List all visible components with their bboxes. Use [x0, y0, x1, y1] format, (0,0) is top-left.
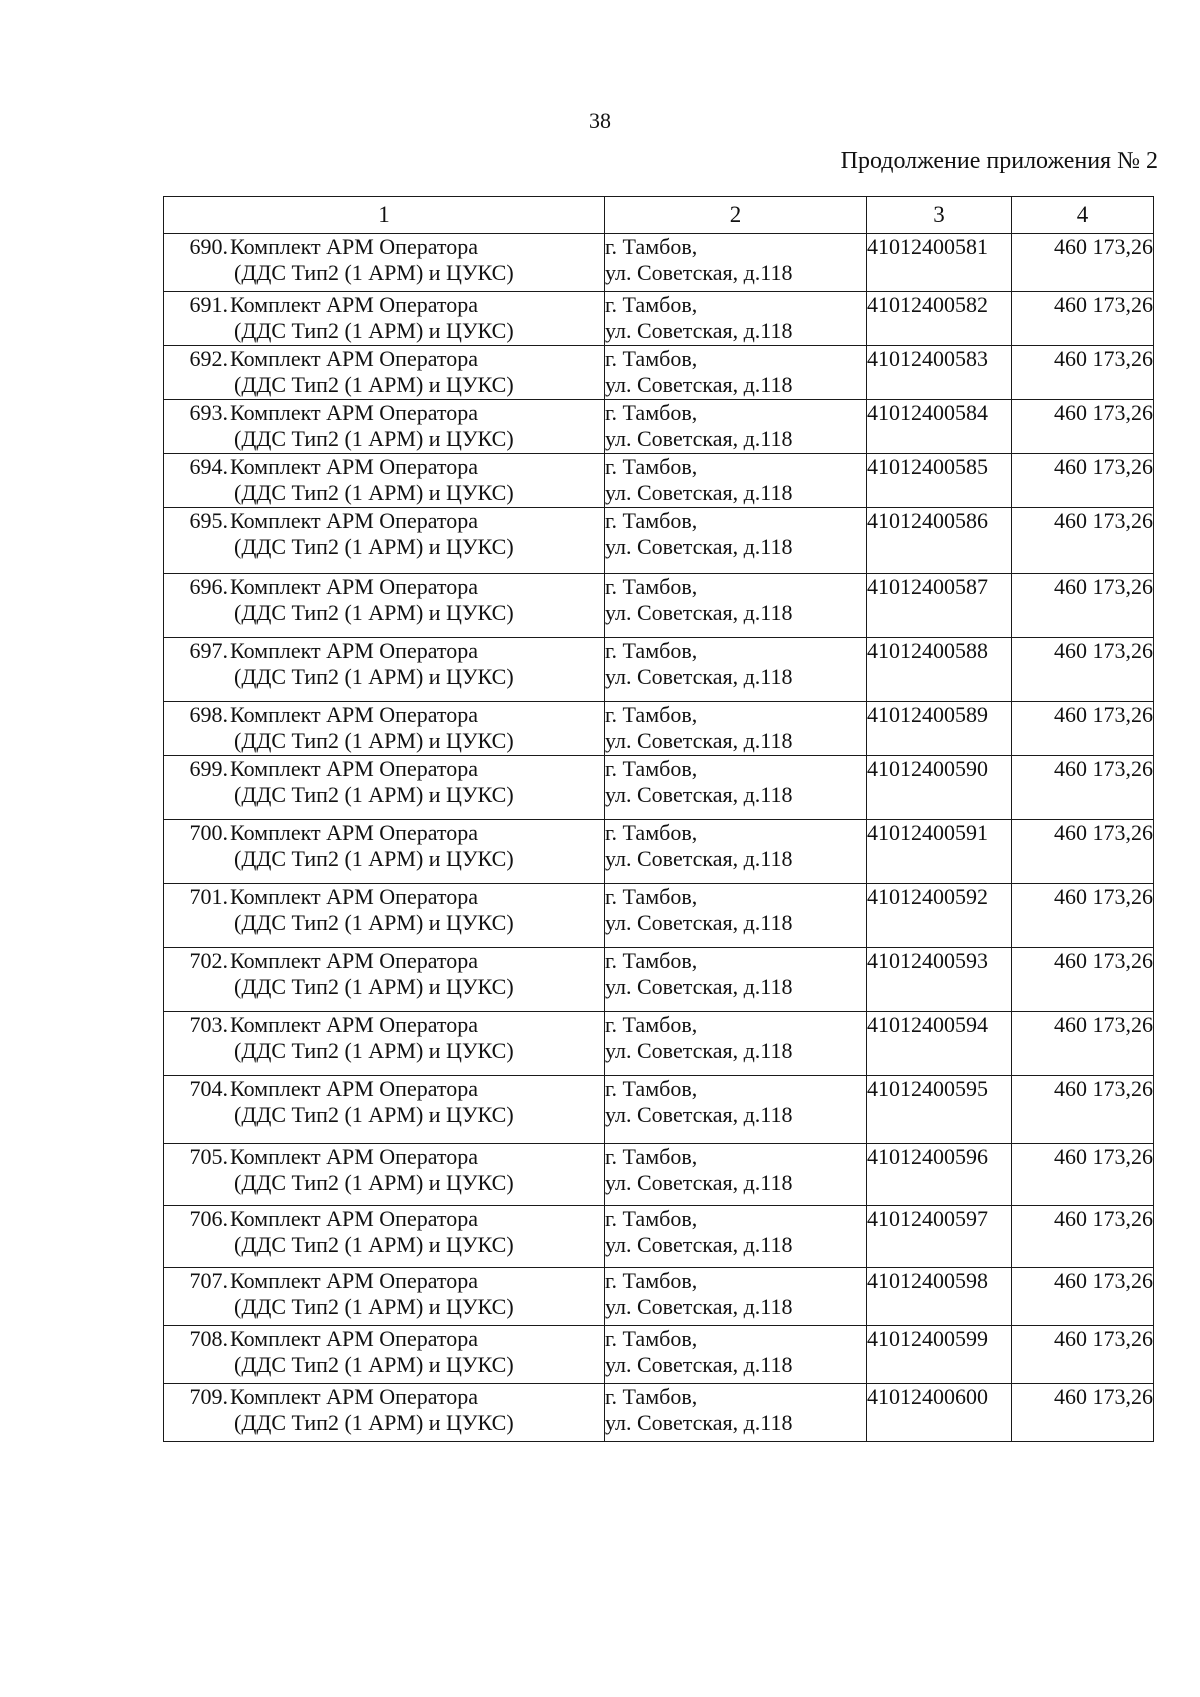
- item-name: Комплект АРМ Оператора: [230, 346, 479, 371]
- address-city: г. Тамбов,: [605, 346, 698, 371]
- item-name-cell: [164, 292, 605, 346]
- item-name-detail: (ДДС Тип2 (1 АРМ) и ЦУКС): [234, 664, 514, 689]
- cost-value: 460 173,26: [1012, 1012, 1154, 1076]
- table-row: [164, 400, 1154, 454]
- item-number: 692.: [189, 346, 228, 371]
- item-name-line: [164, 1206, 604, 1232]
- item-number: 707.: [189, 1268, 228, 1293]
- item-number: 696.: [189, 574, 228, 599]
- item-name-detail: (ДДС Тип2 (1 АРМ) и ЦУКС): [234, 1038, 514, 1063]
- address-cell: [605, 292, 867, 346]
- address-cell: [605, 820, 867, 884]
- item-name: Комплект АРМ Оператора: [230, 756, 479, 781]
- address-cell: [605, 454, 867, 508]
- item-number: 690.: [189, 234, 228, 259]
- item-name-detail: (ДДС Тип2 (1 АРМ) и ЦУКС): [234, 1294, 514, 1319]
- table-header-row: [164, 197, 1154, 234]
- item-name: Комплект АРМ Оператора: [230, 292, 479, 317]
- address-cell: [605, 1326, 867, 1384]
- item-name-cell: [164, 948, 605, 1012]
- item-name-detail: (ДДС Тип2 (1 АРМ) и ЦУКС): [234, 1102, 514, 1127]
- item-number: 699.: [189, 756, 228, 781]
- cost-value: 460 173,26: [1012, 756, 1154, 820]
- item-name-detail: (ДДС Тип2 (1 АРМ) и ЦУКС): [234, 910, 514, 935]
- item-name-line: [164, 884, 604, 910]
- item-name-line: [164, 400, 604, 426]
- inventory-number: 41012400586: [867, 508, 1012, 574]
- address-street: ул. Советская, д.118: [605, 846, 793, 871]
- item-number: 704.: [189, 1076, 228, 1101]
- inventory-number: 41012400582: [867, 292, 1012, 346]
- address-cell: [605, 346, 867, 400]
- address-cell: [605, 948, 867, 1012]
- column-header-3: 3: [867, 197, 1012, 234]
- address-street: ул. Советская, д.118: [605, 1294, 793, 1319]
- table-row: [164, 1384, 1154, 1442]
- address-city: г. Тамбов,: [605, 508, 698, 533]
- item-name-detail: (ДДС Тип2 (1 АРМ) и ЦУКС): [234, 1232, 514, 1257]
- item-name: Комплект АРМ Оператора: [230, 400, 479, 425]
- address-street: ул. Советская, д.118: [605, 974, 793, 999]
- item-name-cell: [164, 756, 605, 820]
- address-cell: [605, 234, 867, 292]
- address-city: г. Тамбов,: [605, 702, 698, 727]
- address-street: ул. Советская, д.118: [605, 318, 793, 343]
- item-name-line: [164, 346, 604, 372]
- item-name-cell: [164, 1384, 605, 1442]
- table-row: [164, 820, 1154, 884]
- item-name-line: [164, 292, 604, 318]
- item-name-cell: [164, 884, 605, 948]
- item-number: 694.: [189, 454, 228, 479]
- inventory-number: 41012400591: [867, 820, 1012, 884]
- address-city: г. Тамбов,: [605, 1268, 698, 1293]
- item-name: Комплект АРМ Оператора: [230, 820, 479, 845]
- cost-value: 460 173,26: [1012, 1076, 1154, 1144]
- table-row: [164, 454, 1154, 508]
- address-city: г. Тамбов,: [605, 400, 698, 425]
- item-number: 703.: [189, 1012, 228, 1037]
- address-street: ул. Советская, д.118: [605, 534, 793, 559]
- cost-value: 460 173,26: [1012, 1144, 1154, 1206]
- item-name: Комплект АРМ Оператора: [230, 884, 479, 909]
- item-name-detail: (ДДС Тип2 (1 АРМ) и ЦУКС): [234, 728, 514, 753]
- address-city: г. Тамбов,: [605, 574, 698, 599]
- item-name-detail: (ДДС Тип2 (1 АРМ) и ЦУКС): [234, 600, 514, 625]
- address-cell: [605, 756, 867, 820]
- table-row: [164, 1144, 1154, 1206]
- item-name-detail: (ДДС Тип2 (1 АРМ) и ЦУКС): [234, 372, 514, 397]
- inventory-number: 41012400588: [867, 638, 1012, 702]
- address-street: ул. Советская, д.118: [605, 1038, 793, 1063]
- address-cell: [605, 1076, 867, 1144]
- cost-value: 460 173,26: [1012, 948, 1154, 1012]
- address-street: ул. Советская, д.118: [605, 910, 793, 935]
- address-city: г. Тамбов,: [605, 638, 698, 663]
- item-name-detail: (ДДС Тип2 (1 АРМ) и ЦУКС): [234, 534, 514, 559]
- item-name-line: [164, 574, 604, 600]
- item-name: Комплект АРМ Оператора: [230, 1076, 479, 1101]
- address-city: г. Тамбов,: [605, 234, 698, 259]
- item-name: Комплект АРМ Оператора: [230, 574, 479, 599]
- item-name: Комплект АРМ Оператора: [230, 508, 479, 533]
- address-cell: [605, 508, 867, 574]
- cost-value: 460 173,26: [1012, 400, 1154, 454]
- column-header-4: 4: [1012, 197, 1154, 234]
- table-row: [164, 346, 1154, 400]
- address-cell: [605, 884, 867, 948]
- item-name-cell: [164, 234, 605, 292]
- item-name-cell: [164, 638, 605, 702]
- address-street: ул. Советская, д.118: [605, 664, 793, 689]
- cost-value: 460 173,26: [1012, 1326, 1154, 1384]
- address-street: ул. Советская, д.118: [605, 260, 793, 285]
- table-row: [164, 884, 1154, 948]
- address-cell: [605, 1268, 867, 1326]
- item-number: 693.: [189, 400, 228, 425]
- item-name-line: [164, 1384, 604, 1410]
- item-number: 691.: [189, 292, 228, 317]
- table-row: [164, 292, 1154, 346]
- address-city: г. Тамбов,: [605, 756, 698, 781]
- inventory-number: 41012400594: [867, 1012, 1012, 1076]
- inventory-number: 41012400587: [867, 574, 1012, 638]
- address-street: ул. Советская, д.118: [605, 1170, 793, 1195]
- item-name: Комплект АРМ Оператора: [230, 948, 479, 973]
- item-name: Комплект АРМ Оператора: [230, 454, 479, 479]
- item-name-line: [164, 1012, 604, 1038]
- table-row: [164, 234, 1154, 292]
- address-street: ул. Советская, д.118: [605, 480, 793, 505]
- cost-value: 460 173,26: [1012, 638, 1154, 702]
- item-name: Комплект АРМ Оператора: [230, 1206, 479, 1231]
- inventory-number: 41012400592: [867, 884, 1012, 948]
- item-name: Комплект АРМ Оператора: [230, 1326, 479, 1351]
- address-city: г. Тамбов,: [605, 820, 698, 845]
- cost-value: 460 173,26: [1012, 820, 1154, 884]
- address-city: г. Тамбов,: [605, 1206, 698, 1231]
- inventory-number: 41012400584: [867, 400, 1012, 454]
- item-name-detail: (ДДС Тип2 (1 АРМ) и ЦУКС): [234, 1170, 514, 1195]
- address-street: ул. Советская, д.118: [605, 782, 793, 807]
- cost-value: 460 173,26: [1012, 234, 1154, 292]
- table-body: [164, 234, 1154, 1442]
- item-name: Комплект АРМ Оператора: [230, 1012, 479, 1037]
- item-number: 705.: [189, 1144, 228, 1169]
- table-row: [164, 1326, 1154, 1384]
- table-row: [164, 1206, 1154, 1268]
- address-city: г. Тамбов,: [605, 1326, 698, 1351]
- item-number: 700.: [189, 820, 228, 845]
- address-street: ул. Советская, д.118: [605, 372, 793, 397]
- address-street: ул. Советская, д.118: [605, 1102, 793, 1127]
- item-name-line: [164, 1268, 604, 1294]
- item-number: 701.: [189, 884, 228, 909]
- address-cell: [605, 400, 867, 454]
- item-name: Комплект АРМ Оператора: [230, 1384, 479, 1409]
- cost-value: 460 173,26: [1012, 702, 1154, 756]
- item-name-detail: (ДДС Тип2 (1 АРМ) и ЦУКС): [234, 974, 514, 999]
- inventory-number: 41012400600: [867, 1384, 1012, 1442]
- cost-value: 460 173,26: [1012, 1268, 1154, 1326]
- item-name-detail: (ДДС Тип2 (1 АРМ) и ЦУКС): [234, 1352, 514, 1377]
- item-name-line: [164, 454, 604, 480]
- item-name-cell: [164, 820, 605, 884]
- inventory-number: 41012400597: [867, 1206, 1012, 1268]
- table-row: [164, 1012, 1154, 1076]
- page-number: 38: [589, 108, 611, 133]
- address-street: ул. Советская, д.118: [605, 1352, 793, 1377]
- appendix-caption: Продолжение приложения № 2: [840, 148, 1158, 174]
- address-cell: [605, 1144, 867, 1206]
- item-name-cell: [164, 574, 605, 638]
- cost-value: 460 173,26: [1012, 292, 1154, 346]
- item-name-detail: (ДДС Тип2 (1 АРМ) и ЦУКС): [234, 1410, 514, 1435]
- table-row: [164, 948, 1154, 1012]
- column-header-1: 1: [164, 197, 605, 234]
- item-number: 698.: [189, 702, 228, 727]
- address-cell: [605, 1012, 867, 1076]
- address-cell: [605, 702, 867, 756]
- item-name-cell: [164, 1268, 605, 1326]
- item-name-cell: [164, 346, 605, 400]
- cost-value: 460 173,26: [1012, 1206, 1154, 1268]
- item-name: Комплект АРМ Оператора: [230, 1268, 479, 1293]
- item-number: 706.: [189, 1206, 228, 1231]
- inventory-number: 41012400593: [867, 948, 1012, 1012]
- item-name-cell: [164, 454, 605, 508]
- address-city: г. Тамбов,: [605, 1384, 698, 1409]
- table-row: [164, 638, 1154, 702]
- item-name-cell: [164, 1144, 605, 1206]
- item-name-line: [164, 820, 604, 846]
- address-city: г. Тамбов,: [605, 1012, 698, 1037]
- item-name-detail: (ДДС Тип2 (1 АРМ) и ЦУКС): [234, 426, 514, 451]
- cost-value: 460 173,26: [1012, 574, 1154, 638]
- cost-value: 460 173,26: [1012, 884, 1154, 948]
- item-name-cell: [164, 1076, 605, 1144]
- address-cell: [605, 638, 867, 702]
- item-name: Комплект АРМ Оператора: [230, 234, 479, 259]
- item-name-detail: (ДДС Тип2 (1 АРМ) и ЦУКС): [234, 318, 514, 343]
- table-row: [164, 756, 1154, 820]
- item-name-detail: (ДДС Тип2 (1 АРМ) и ЦУКС): [234, 260, 514, 285]
- item-name-line: [164, 1076, 604, 1102]
- address-street: ул. Советская, д.118: [605, 728, 793, 753]
- item-name-line: [164, 702, 604, 728]
- address-city: г. Тамбов,: [605, 292, 698, 317]
- table-row: [164, 1076, 1154, 1144]
- item-name-line: [164, 948, 604, 974]
- inventory-number: 41012400583: [867, 346, 1012, 400]
- item-name-line: [164, 1144, 604, 1170]
- cost-value: 460 173,26: [1012, 346, 1154, 400]
- item-name-cell: [164, 1326, 605, 1384]
- property-table: [163, 196, 1154, 1442]
- address-street: ул. Советская, д.118: [605, 1232, 793, 1257]
- address-cell: [605, 1384, 867, 1442]
- address-cell: [605, 574, 867, 638]
- address-cell: [605, 1206, 867, 1268]
- item-name: Комплект АРМ Оператора: [230, 1144, 479, 1169]
- item-name-cell: [164, 400, 605, 454]
- inventory-number: 41012400598: [867, 1268, 1012, 1326]
- inventory-number: 41012400589: [867, 702, 1012, 756]
- item-name-line: [164, 638, 604, 664]
- item-name-cell: [164, 1012, 605, 1076]
- item-name-line: [164, 1326, 604, 1352]
- table-row: [164, 702, 1154, 756]
- table-row: [164, 574, 1154, 638]
- item-name-detail: (ДДС Тип2 (1 АРМ) и ЦУКС): [234, 480, 514, 505]
- inventory-number: 41012400590: [867, 756, 1012, 820]
- inventory-number: 41012400599: [867, 1326, 1012, 1384]
- cost-value: 460 173,26: [1012, 1384, 1154, 1442]
- item-number: 697.: [189, 638, 228, 663]
- item-number: 695.: [189, 508, 228, 533]
- item-number: 708.: [189, 1326, 228, 1351]
- item-name: Комплект АРМ Оператора: [230, 638, 479, 663]
- item-name-detail: (ДДС Тип2 (1 АРМ) и ЦУКС): [234, 846, 514, 871]
- inventory-number: 41012400585: [867, 454, 1012, 508]
- item-name-line: [164, 508, 604, 534]
- cost-value: 460 173,26: [1012, 508, 1154, 574]
- item-number: 709.: [189, 1384, 228, 1409]
- item-name: Комплект АРМ Оператора: [230, 702, 479, 727]
- table-row: [164, 1268, 1154, 1326]
- address-street: ул. Советская, д.118: [605, 426, 793, 451]
- item-name-cell: [164, 1206, 605, 1268]
- address-city: г. Тамбов,: [605, 454, 698, 479]
- address-street: ул. Советская, д.118: [605, 1410, 793, 1435]
- column-header-2: 2: [605, 197, 867, 234]
- address-city: г. Тамбов,: [605, 1144, 698, 1169]
- inventory-number: 41012400595: [867, 1076, 1012, 1144]
- item-name-line: [164, 234, 604, 260]
- address-city: г. Тамбов,: [605, 1076, 698, 1101]
- item-name-line: [164, 756, 604, 782]
- item-name-cell: [164, 702, 605, 756]
- address-city: г. Тамбов,: [605, 884, 698, 909]
- address-city: г. Тамбов,: [605, 948, 698, 973]
- inventory-number: 41012400596: [867, 1144, 1012, 1206]
- table-row: [164, 508, 1154, 574]
- item-number: 702.: [189, 948, 228, 973]
- inventory-number: 41012400581: [867, 234, 1012, 292]
- cost-value: 460 173,26: [1012, 454, 1154, 508]
- item-name-detail: (ДДС Тип2 (1 АРМ) и ЦУКС): [234, 782, 514, 807]
- item-name-cell: [164, 508, 605, 574]
- address-street: ул. Советская, д.118: [605, 600, 793, 625]
